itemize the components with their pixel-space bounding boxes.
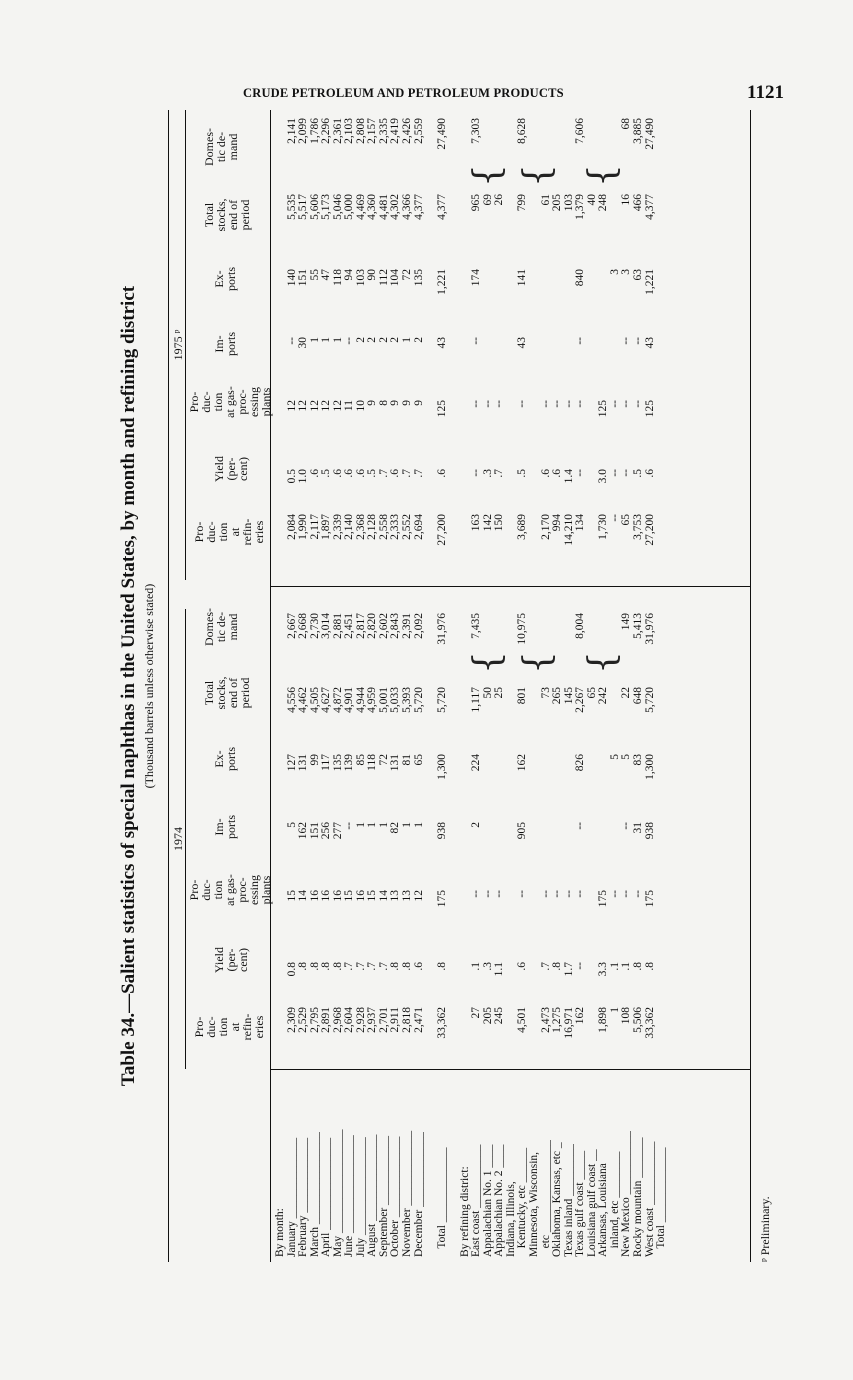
header-line: proc-: [235, 389, 249, 415]
header-line: (per-: [224, 457, 238, 481]
header-line: refin-: [240, 1013, 254, 1041]
col-header-1975-demand: [203, 115, 239, 179]
header-line: Yield: [212, 456, 226, 482]
header-line: eries: [252, 1015, 266, 1039]
header-line: plants: [259, 875, 273, 905]
brace-icon: {: [582, 164, 623, 187]
header-line: eries: [252, 520, 266, 544]
col-header-1974-imports: [213, 797, 237, 857]
header-line: duc-: [204, 1016, 218, 1038]
header-line: cent): [236, 457, 250, 481]
col-header-1974-production-refineries: [193, 997, 265, 1057]
col-1975-exports: 140 151 55 47 118 94 103 90 112 104 72 135 1,221 174 141 840 3 3 63 1,221: [285, 269, 656, 295]
header-line: Pro-: [187, 391, 201, 413]
brace-icon: {: [467, 651, 508, 674]
group-1974: 1974: [171, 827, 185, 851]
header-line: essing: [247, 875, 261, 905]
col-header-1974-production-gas-plants: [188, 860, 272, 920]
header-line: ports: [224, 815, 238, 839]
page-number: 1121: [747, 82, 784, 103]
col-1975-stocks: 5,535 5,517 5,606 5,173 5,046 5,000 4,469 4,360 4,481 4,302 4,366 4,377 4,377 965 69 26 799 61 205 103 1,379 40 248 16 466 4,377: [285, 194, 656, 220]
header-line: tic de-: [214, 131, 228, 163]
header-line: ports: [224, 747, 238, 771]
col-header-1975-production-gas-plants: [188, 372, 272, 432]
header-line: period: [238, 199, 252, 231]
col-1974-yield: 0.8 .8 .8 .8 .8 .7 .7 .7 .7 .8 .8 .6 .8 .1 .3 1.1 .6 .7 .8 1.7 -- 3.3 .1 .1 .8 .8: [285, 962, 656, 977]
header-line: Pro-: [192, 1016, 206, 1038]
footnote: ᵖ Preliminary.: [758, 1196, 772, 1262]
header-line: end of: [226, 677, 240, 709]
header-line: Yield: [212, 947, 226, 973]
header-line: duc-: [199, 879, 213, 901]
col-header-1975-production-refineries: [193, 502, 265, 562]
col-header-1974-stocks: [203, 661, 251, 725]
header-line: refin-: [240, 518, 254, 546]
header-line: at gas-: [223, 874, 237, 906]
header-line: Total: [202, 680, 216, 706]
header-line: stocks,: [214, 198, 228, 232]
col-1975-demand: 2,141 2,099 1,786 2,296 2,361 2,103 2,808 2,157 2,335 2,419 2,426 2,559 27,490 7,303 8,628 7,606 68 3,885 27,490: [285, 118, 656, 150]
col-header-1974-yield: [213, 930, 249, 990]
column-divider: [270, 1069, 750, 1070]
header-line: Im-: [212, 335, 226, 353]
brace-icon: {: [517, 164, 558, 187]
header-line: plants: [259, 387, 273, 417]
table-title: Table 34.—Salient statistics of special naphthas in the United States, by month and refining district: [118, 285, 139, 1087]
page-header: [0, 82, 853, 106]
col-header-1974-demand: [203, 595, 239, 659]
header-line: at: [228, 1022, 242, 1032]
col-1975-production-gas-plants: 12 12 12 12 12 11 10 9 8 9 9 9 125 -- -- -- -- -- -- -- -- 125 -- -- -- 125: [285, 400, 656, 418]
header-line: tion: [216, 1017, 230, 1037]
brace-icon: {: [517, 651, 558, 674]
col-1974-imports: 5 162 151 256 277 -- 1 1 1 82 1 1 938 2 905 -- -- 31 938: [285, 822, 656, 840]
col-1974-production-gas-plants: 15 14 16 16 16 15 16 15 14 13 13 12 175 -- -- -- -- -- -- -- -- 175 -- -- -- 175: [285, 890, 656, 908]
header-line: Ex-: [212, 750, 226, 768]
header-line: tion: [216, 522, 230, 542]
header-line: at gas-: [223, 386, 237, 418]
header-line: Total: [202, 202, 216, 228]
header-line: ports: [224, 267, 238, 291]
header-line: duc-: [204, 521, 218, 543]
row-labels: By month: January ______________ February _____________ March ________________ April ________________ May __________________ June _________________ July _________________ August _______________ September ____________ October ______________ November _____________ December _____________ Total _____________ By refining district: East coast ___________ Appalachian No. 1 ____ Appalachian No. 2 ____ Indiana, Illinois, Kentucky, etc ______ Minnesota, Wisconsin, etc ________________ Oklahoma, Kansas, etc _ Texas inland _________ Texas gulf coast _____ Louisiana gulf coast __ Arkansas, Louisiana inland, etc ________ New Mexico ___________ Rocky mountain _______ West coast ___________ Total _____________: [274, 1129, 668, 1257]
col-1974-stocks: 4,556 4,462 4,505 4,627 4,872 4,901 4,944 4,959 5,001 5,033 5,393 5,720 5,720 1,117 50 25 801 73 265 145 2,267 65 242 22 648 5,720: [285, 687, 656, 713]
col-1974-exports: 127 131 99 117 135 139 85 118 72 131 81 65 1,300 224 162 826 5 5 83 1,300: [285, 754, 656, 780]
header-line: Domes-: [202, 608, 216, 646]
header-line: mand: [226, 133, 240, 161]
header-line: Pro-: [192, 521, 206, 543]
col-header-1975-stocks: [203, 183, 251, 247]
col-header-1975-yield: [213, 439, 249, 499]
header-line: proc-: [235, 877, 249, 903]
header-line: end of: [226, 199, 240, 231]
header-line: Im-: [212, 818, 226, 836]
top-rule: [168, 110, 169, 1262]
col-1974-demand: 2,667 2,668 2,730 3,014 2,881 2,451 2,817 2,820 2,602 2,843 2,391 2,092 31,976 7,435 10,975 8,004 149 5,413 31,976: [285, 613, 656, 645]
group-1975: 1975 ᵖ: [171, 329, 185, 361]
col-1974-production-refineries: 2,309 2,529 2,795 2,891 2,968 2,604 2,928 2,937 2,701 2,911 2,818 2,471 33,362 27 205 245 4,501 2,473 1,275 16,971 162 1,898 1 108 5,506 33,362: [285, 1007, 656, 1039]
header-rule: [270, 110, 271, 1262]
header-line: tion: [211, 880, 225, 900]
header-line: Ex-: [212, 270, 226, 288]
table-bottom-rule: [750, 110, 751, 1262]
col-1975-production-refineries: 2,084 1,990 2,117 1,897 2,339 2,140 2,368 2,128 2,558 2,333 2,552 2,694 27,200 163 142 150 3,689 2,170 994 14,210 134 1,730 -- 65 3,753 27,200: [285, 514, 656, 546]
brace-icon: {: [467, 164, 508, 187]
header-line: Domes-: [202, 128, 216, 166]
header-line: at: [228, 527, 242, 537]
rotated-table: [118, 110, 772, 1262]
header-line: Pro-: [187, 879, 201, 901]
brace-icon: {: [582, 651, 623, 674]
col-header-1975-exports: [213, 249, 237, 309]
header-line: ports: [224, 332, 238, 356]
table-subtitle: (Thousand barrels unless otherwise stated): [142, 583, 156, 789]
column-divider: [270, 586, 750, 587]
header-line: tic de-: [214, 611, 228, 643]
col-1975-imports: -- 30 1 1 1 -- 2 2 2 2 1 2 43 -- 43 -- -- -- 43: [285, 337, 656, 349]
header-line: mand: [226, 613, 240, 641]
header-line: stocks,: [214, 676, 228, 710]
header-line: cent): [236, 948, 250, 972]
running-head: CRUDE PETROLEUM AND PETROLEUM PRODUCTS: [243, 86, 564, 100]
col-header-1975-imports: [213, 314, 237, 374]
header-line: (per-: [224, 948, 238, 972]
col-header-1974-exports: [213, 729, 237, 789]
header-line: essing: [247, 387, 261, 417]
col-1975-yield: 0.5 1.0 .6 .5 .6 .6 .6 .5 .7 .6 .7 .7 .6 -- .3 .7 .5 .6 .6 1.4 -- 3.0 -- -- .5 .6: [285, 469, 656, 484]
header-line: period: [238, 677, 252, 709]
header-line: tion: [211, 392, 225, 412]
header-line: duc-: [199, 391, 213, 413]
